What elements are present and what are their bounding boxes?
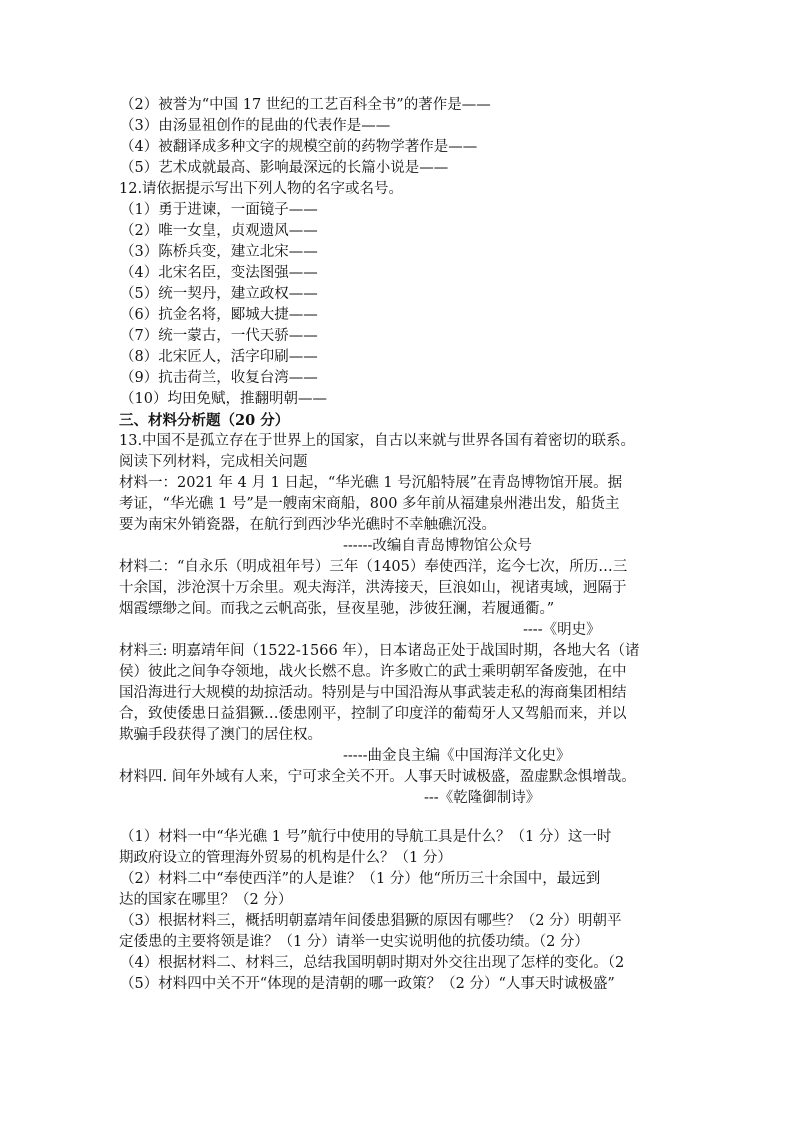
- question-line: （3）由汤显祖创作的昆曲的代表作是——: [120, 118, 391, 134]
- list-item: （10）均田免赋，推翻明朝——: [120, 391, 327, 407]
- question-13-intro: 阅读下列材料，完成相关问题: [119, 454, 308, 470]
- material-3-text: 国沿海进行大规模的劫掠活动。特别是与中国沿海从事武装走私的海商集团相结: [119, 685, 627, 701]
- sub-question-line: （2）材料二中“奉使西洋”的人是谁？（1 分）他“所历三十余国中，最远到: [120, 871, 601, 887]
- list-item: （9）抗击荷兰，收复台湾——: [120, 370, 318, 386]
- question-line: （4）被翻译成多种文字的规模空前的药物学著作是——: [120, 139, 478, 155]
- list-item: （8）北宋匠人，活字印刷——: [120, 349, 318, 365]
- section-heading: 三、材料分析题（20 分）: [119, 412, 290, 429]
- sub-question-line: （1）材料一中“华光礁 1 号”航行中使用的导航工具是什么？（1 分）这一时: [120, 829, 612, 845]
- material-3-text: 合，致使倭患日益猖獗…倭患刚平，控制了印度洋的葡萄牙人又驾船而来，并以: [119, 706, 627, 722]
- sub-question-line: （4）根据材料二、材料三，总结我国明朝时期对外交往出现了怎样的变化。（2: [120, 955, 625, 971]
- material-4-text: 材料四. 间年外域有人来，宁可求全关不开。人事天时诚极盛，盈虚默念惧增哉。: [119, 769, 636, 785]
- question-13-intro: 13.中国不是孤立存在于世界上的国家，自古以来就与世界各国有着密切的联系。: [119, 433, 636, 449]
- list-item: （3）陈桥兵变，建立北宋——: [120, 244, 318, 260]
- sub-question-line: （5）材料四中关不开“体现的是清朝的哪一政策？（2 分）“人事天时诚极盛”: [120, 976, 615, 992]
- list-item: （5）统一契丹，建立政权——: [120, 286, 318, 302]
- material-3-text: 欺骗手段获得了澳门的居住权。: [119, 727, 322, 743]
- material-4-source: ---《乾隆御制诗》: [424, 790, 541, 806]
- material-3-source: -----曲金良主编《中国海洋文化史》: [343, 748, 571, 764]
- material-1-text: 考证，“华光礁 1 号”是一艘南宋商船，800 多年前从福建泉州港出发，船货主: [119, 496, 620, 512]
- list-item: （4）北宋名臣，变法图强——: [120, 265, 318, 281]
- material-2-source: ----《明史》: [523, 622, 601, 638]
- list-item: （2）唯一女皇，贞观遗风——: [120, 223, 318, 239]
- material-2-text: 十余国，涉沧溟十万余里。观夫海洋，洪涛接天，巨浪如山，视诸夷域，迥隔于: [119, 580, 627, 596]
- list-item: （1）勇于进谏，一面镜子——: [120, 202, 318, 218]
- list-item: （7）统一蒙古，一代天骄——: [120, 328, 318, 344]
- material-3-text: 材料三: 明嘉靖年间（1522-1566 年），日本诸岛正处于战国时期，各地大名（诸: [119, 643, 640, 659]
- sub-question-line: 达的国家在哪里？（2 分）: [119, 892, 293, 908]
- material-3-text: 侯）彼此之间争夺领地，战火长燃不息。许多败亡的武士乘明朝军备废弛，在中: [119, 664, 627, 680]
- question-12-title: 12.请依据提示写出下列人物的名字或名号。: [119, 181, 404, 197]
- question-line: （5）艺术成就最高、影响最深远的长篇小说是——: [120, 160, 449, 176]
- material-1-text: 材料一：2021 年 4 月 1 日起，“华光礁 1 号沉船特展”在青岛博物馆开展。据: [119, 475, 623, 491]
- list-item: （6）抗金名将，郾城大捷——: [120, 307, 318, 323]
- material-2-text: 烟霞缥缈之间。而我之云帆高张，昼夜星驰，涉彼狂澜，若履通衢。”: [119, 601, 555, 617]
- question-line: （2）被誉为“中国 17 世纪的工艺百科全书”的著作是——: [120, 97, 491, 113]
- material-2-text: 材料二：“自永乐（明成祖年号）三年（1405）奉使西洋，迄今七次，所历…三: [119, 559, 628, 575]
- material-1-text: 要为南宋外销瓷器，在航行到西沙华光礁时不幸触礁沉没。: [119, 517, 496, 533]
- sub-question-line: （3）根据材料三，概括明朝嘉靖年间倭患猖獗的原因有哪些？（2 分）明朝平: [120, 913, 622, 929]
- sub-question-line: 期政府设立的管理海外贸易的机构是什么？（1 分）: [119, 850, 452, 866]
- material-1-source: ------改编自青岛博物馆公众号: [343, 538, 532, 554]
- sub-question-line: 定倭患的主要将领是谁？（1 分）请举一史实说明他的抗倭功绩。（2 分）: [119, 934, 589, 950]
